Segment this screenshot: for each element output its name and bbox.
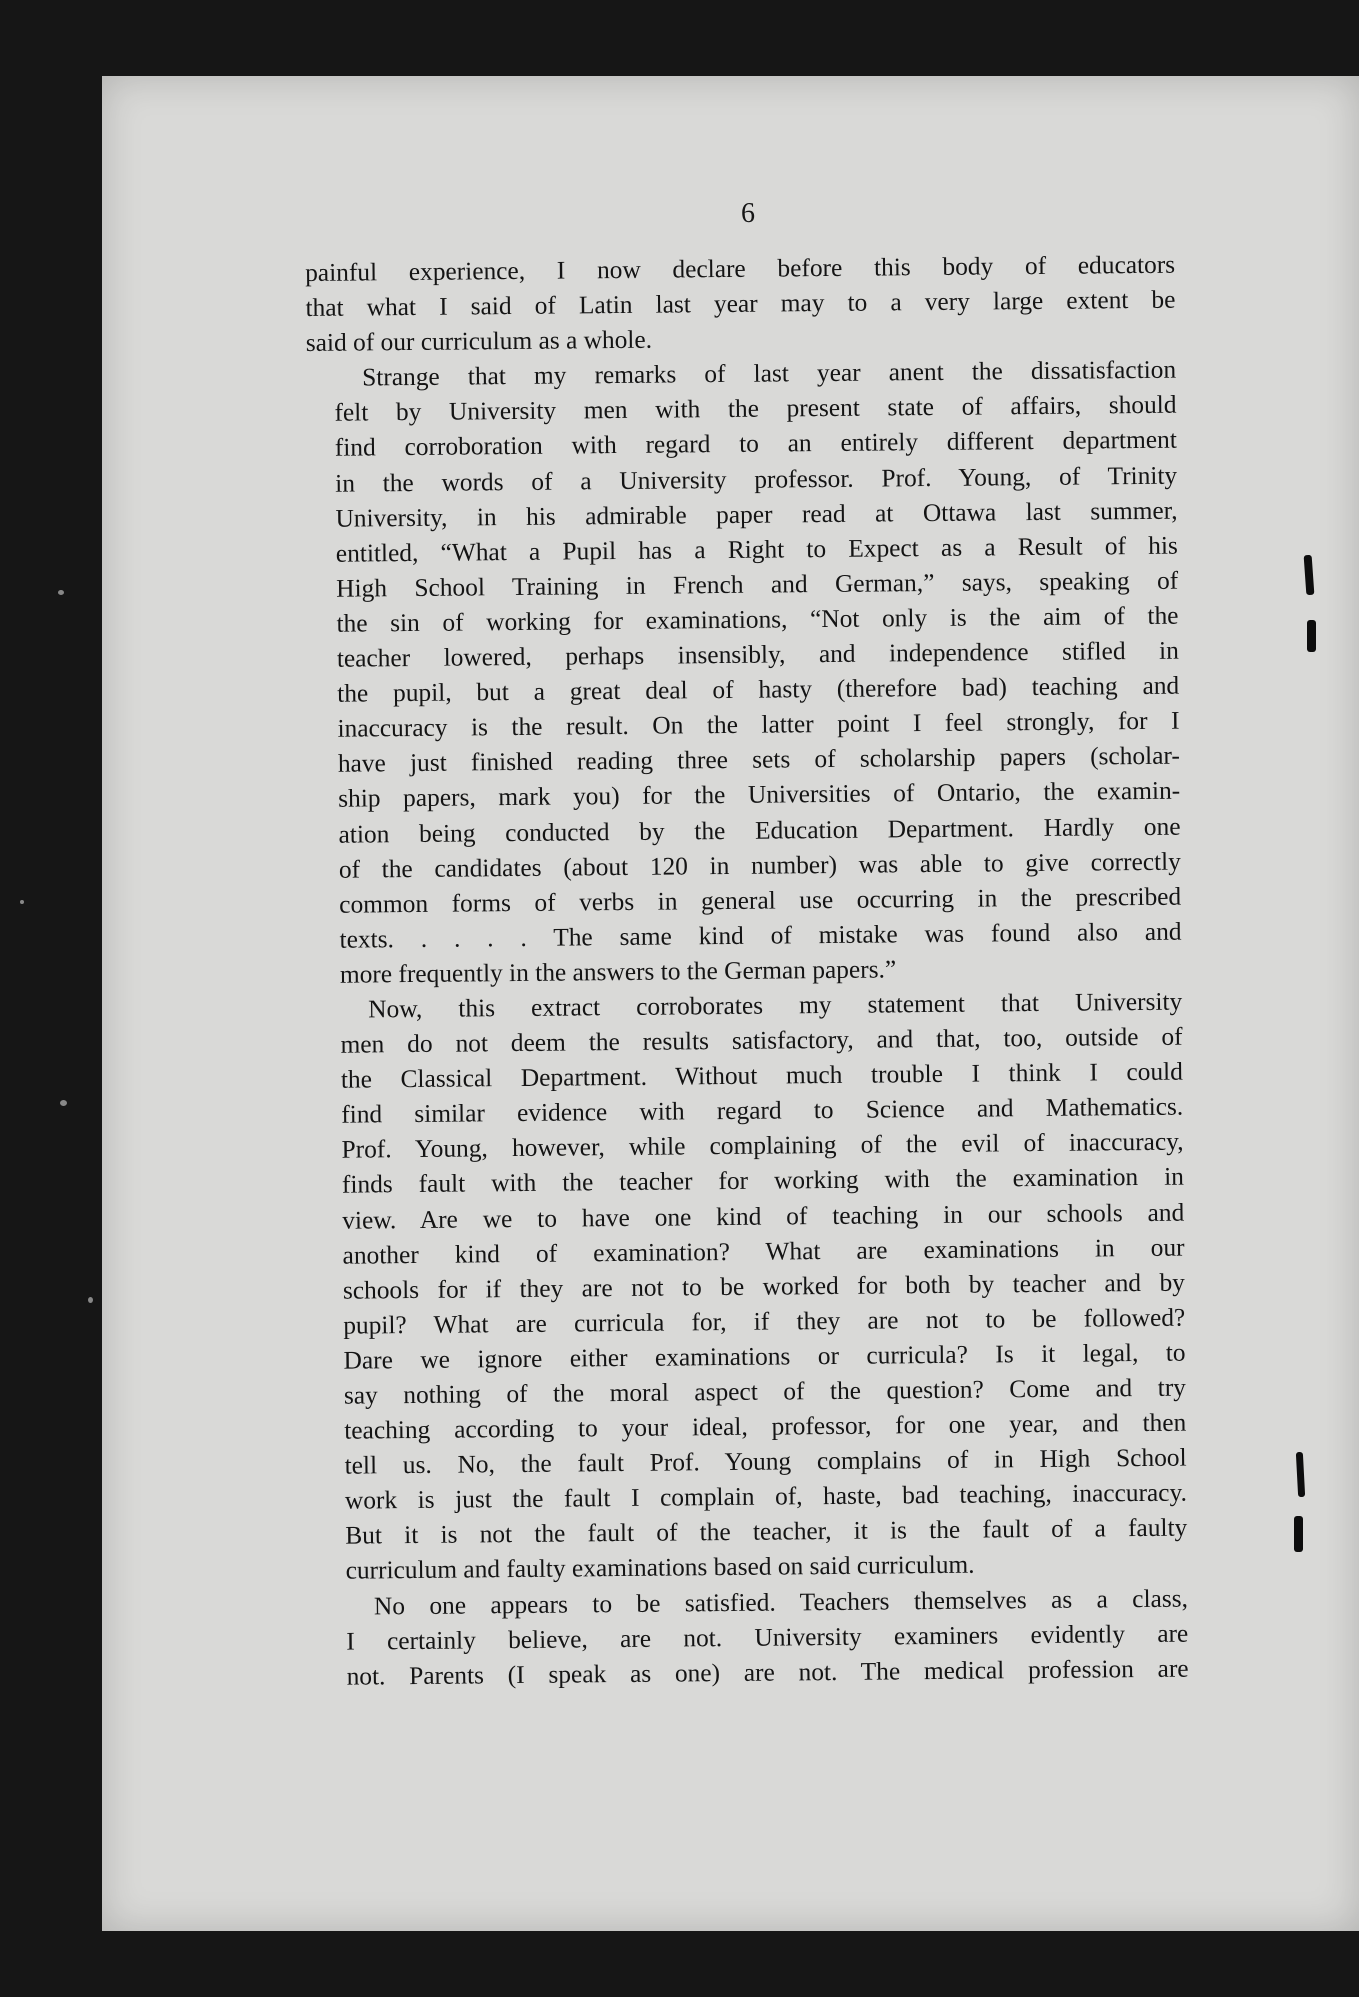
text-line: have just finished reading three sets of scholarship papers (scholar- (337, 741, 1180, 779)
text-line: Dare we ignore either examinations or curricula? Is it legal, to (343, 1338, 1186, 1375)
scan-artifact-mark (1294, 1516, 1303, 1552)
text-line: the Classical Department. Without much trouble I think I could (340, 1057, 1184, 1094)
text-line: texts. . . . . The same kind of mistake was found also and (339, 917, 1182, 954)
text-line: But it is not the fault of the teacher, it is the fault of a faulty (345, 1513, 1188, 1551)
text-line: more frequently in the answers to the German papers.” (339, 955, 897, 989)
text-line: I certainly believe, are not. University examiners evidently are (346, 1619, 1189, 1656)
text-line: Now, this extract corroborates my statement that University (368, 987, 1183, 1024)
text-line: painful experience, I now declare before this body of educators (305, 250, 1176, 287)
text-line: University, in his admirable paper read at Ottawa last summer, (335, 496, 1178, 533)
text-line: in the words of a University professor. Prof. Young, of Trinity (335, 461, 1178, 498)
text-line: schools for if they are not to be worked for both by teacher and by (342, 1268, 1186, 1305)
body-text (305, 248, 1189, 1695)
text-line: Strange that my remarks of last year anent the dissatisfaction (362, 355, 1177, 392)
text-line: that what I said of Latin last year may to a very large extent be (305, 285, 1176, 323)
text-line: ship papers, mark you) for the Universities of Ontario, the examin- (338, 777, 1181, 814)
paragraph-3 (312, 985, 1188, 1590)
scan-speck (58, 590, 64, 595)
scan-speck (20, 900, 24, 904)
text-line: work is just the fault I complain of, haste, bad teaching, inaccuracy. (344, 1478, 1188, 1515)
paragraph-2 (306, 353, 1182, 993)
scan-speck (88, 1297, 93, 1303)
text-line: teacher lowered, perhaps insensibly, and independence stifled in (336, 636, 1179, 673)
text-line: curriculum and faulty examinations based on said curriculum. (345, 1551, 975, 1586)
text-line: finds fault with the teacher for working with the examination in (341, 1163, 1185, 1200)
text-line: tell us. No, the fault Prof. Young complains of in High School (344, 1443, 1187, 1480)
page-number: 6 (741, 198, 755, 229)
text-line: No one appears to be satisfied. Teachers themselves as a class, (373, 1584, 1189, 1620)
text-line: teaching according to your ideal, professor, for one year, and then (344, 1408, 1187, 1445)
paragraph-4 (318, 1581, 1189, 1695)
text-line: another kind of examination? What are examinations in our (342, 1233, 1185, 1270)
text-line: men do not deem the results satisfactory, and that, too, outside of (340, 1022, 1183, 1059)
text-line: felt by University men with the present state of affairs, should (334, 391, 1177, 428)
scan-speck (60, 1100, 67, 1106)
text-line: ation being conducted by the Education Department. Hardly one (338, 812, 1181, 849)
text-line: entitled, “What a Pupil has a Right to Expect as a Result of his (335, 531, 1178, 568)
text-line: the sin of working for examinations, “Not only is the aim of the (336, 601, 1179, 638)
text-line: find similar evidence with regard to Science and Mathematics. (341, 1092, 1184, 1129)
text-line: say nothing of the moral aspect of the question? Come and try (343, 1373, 1187, 1410)
text-line: view. Are we to have one kind of teaching in our schools and (342, 1198, 1185, 1235)
text-line: Prof. Young, however, while complaining of the evil of inaccuracy, (341, 1127, 1184, 1165)
text-line: pupil? What are curricula for, if they are not to be followed? (343, 1303, 1186, 1340)
text-line: the pupil, but a great deal of hasty (therefore bad) teaching and (337, 671, 1180, 708)
scan-artifact-mark (1307, 620, 1316, 652)
text-line: High School Training in French and German,” says, speaking of (336, 566, 1179, 603)
text-line: not. Parents (I speak as one) are not. The medical profession are (346, 1654, 1189, 1691)
text-line: said of our curriculum as a whole. (305, 325, 653, 358)
text-line: inaccuracy is the result. On the latter point I feel strongly, for I (337, 706, 1180, 743)
text-line: common forms of verbs in general use occurring in the prescribed (339, 882, 1182, 919)
text-line: of the candidates (about 120 in number) was able to give correctly (338, 847, 1181, 884)
paragraph-1 (305, 248, 1176, 362)
text-line: find corroboration with regard to an entirely different department (334, 426, 1177, 463)
